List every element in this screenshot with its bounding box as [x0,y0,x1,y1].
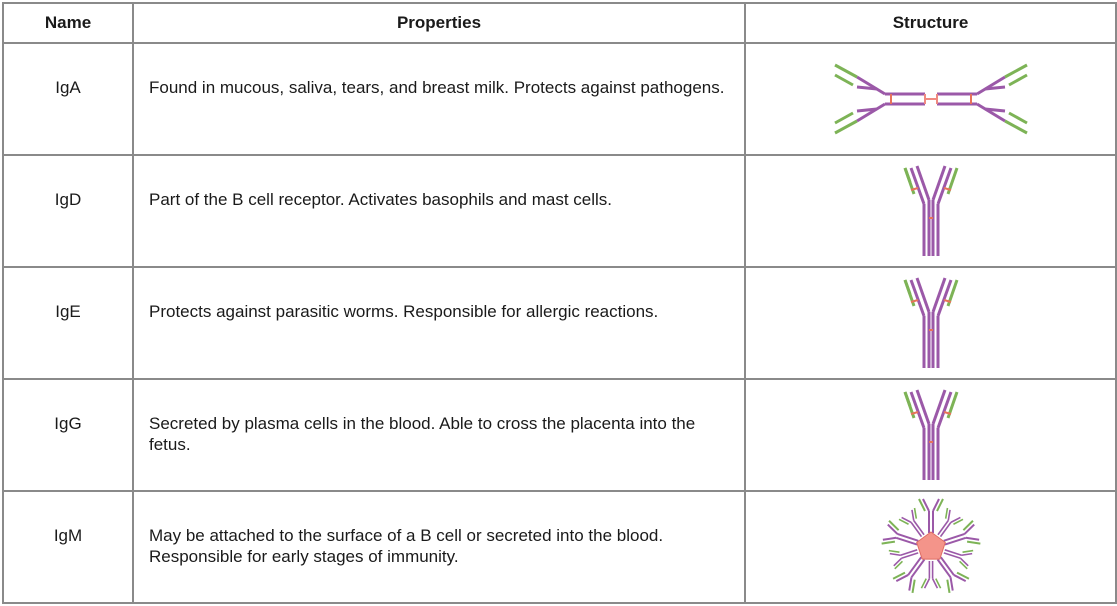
row-structure [745,379,1116,491]
row-properties: Part of the B cell receptor. Activates basophils and mast cells. [133,155,745,267]
row-name: IgE [3,267,133,379]
header-properties: Properties [133,3,745,43]
row-name: IgA [3,43,133,155]
row-properties: Found in mucous, saliva, tears, and breast milk. Protects against pathogens. [133,43,745,155]
row-structure [745,43,1116,155]
igd-monomer-icon [891,164,971,258]
row-name: IgG [3,379,133,491]
table-row [3,491,1116,603]
iga-dimer-icon [831,63,1031,135]
header-row [3,3,1116,43]
ige-monomer-icon [891,276,971,370]
row-properties: Protects against parasitic worms. Responsible for allergic reactions. [133,267,745,379]
header-structure: Structure [745,3,1116,43]
row-structure [745,267,1116,379]
row-properties: May be attached to the surface of a B cell or secreted into the blood. Responsible for early stages of immunity. [133,491,745,603]
table-row [3,379,1116,491]
table-row [3,267,1116,379]
table-row [3,155,1116,267]
row-name: IgM [3,491,133,603]
immunoglobulin-table [2,2,1117,604]
igm-pentamer-icon [876,494,986,600]
row-structure [745,155,1116,267]
igg-monomer-icon [891,388,971,482]
header-name: Name [3,3,133,43]
row-name: IgD [3,155,133,267]
row-structure [745,491,1116,603]
table-row [3,43,1116,155]
row-properties: Secreted by plasma cells in the blood. Able to cross the placenta into the fetus. [133,379,745,491]
